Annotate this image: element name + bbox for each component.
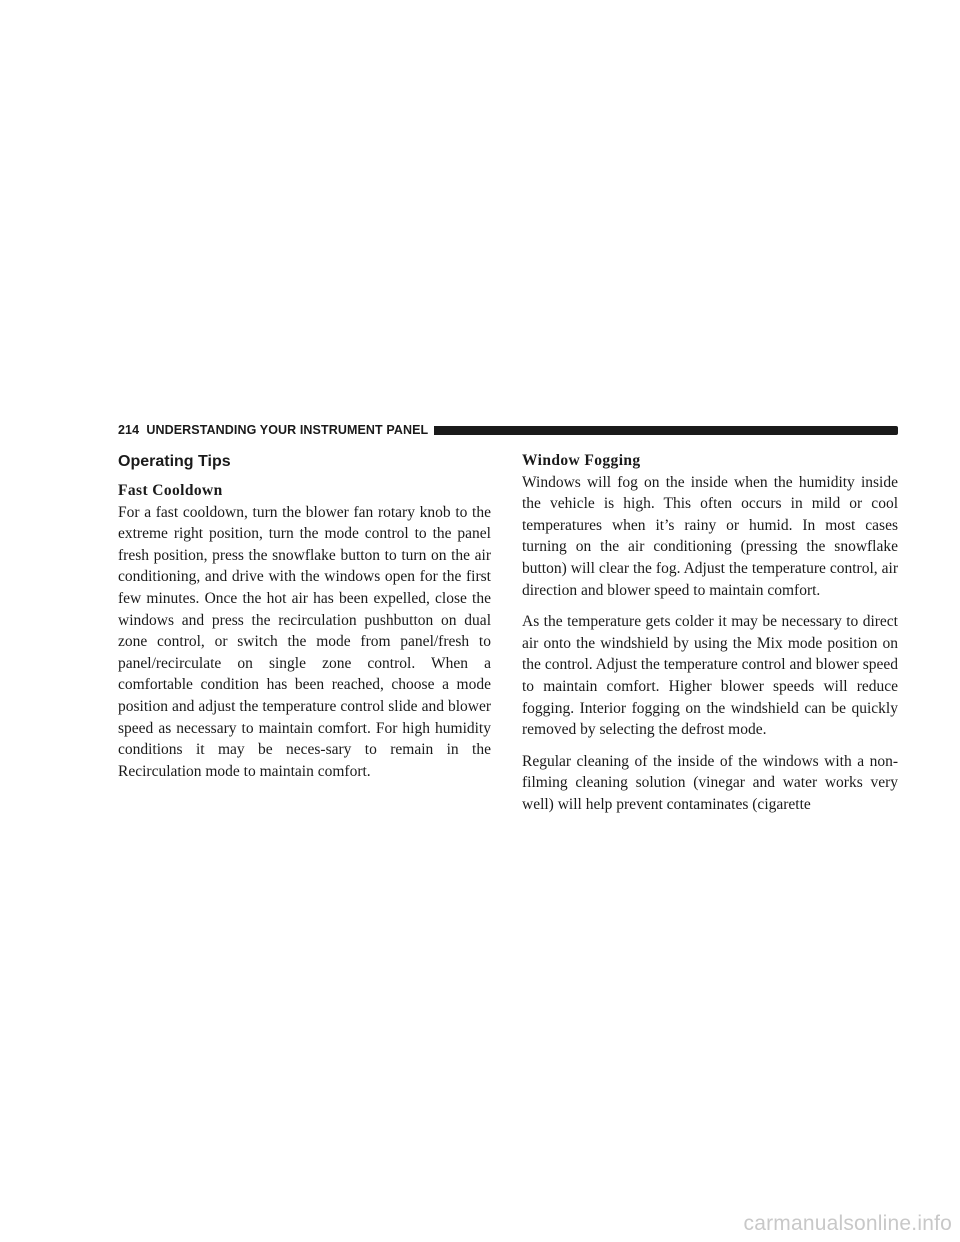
- fast-cooldown-paragraph: For a fast cooldown, turn the blower fan rotary knob to the extreme right position, turn the mode control to the panel fresh position, press the snowflake button to turn on the air conditioning, and drive with the windows open for the first few minutes. Once the hot air has been expelled, close the windows and press the recirculation pushbutton on dual zone control, or switch the mode from panel/fresh to panel/recirculate on single zone control. When a comfortable condition has been reached, choose a mode position and adjust the temperature control slide and blower speed as necessary to maintain comfort. For high humidity conditions it may be neces-sary to remain in the Recirculation mode to maintain comfort.: [118, 503, 491, 780]
- window-fogging-paragraph-1: Windows will fog on the inside when the humidity inside the vehicle is high. This often occurs in mild or cool temperatures when it’s rainy or humid. In most cases turning on the air conditioning (pressing the snowflake button) will clear the fog. Adjust the temperature control, air direction and blower speed to maintain comfort.: [522, 473, 898, 599]
- left-column: [118, 450, 491, 782]
- watermark-text: carmanualsonline.info: [743, 1212, 952, 1235]
- operating-tips-heading: Operating Tips: [118, 453, 231, 470]
- header-rule: [434, 426, 898, 435]
- page-header: [118, 421, 898, 439]
- window-fogging-paragraph-2: As the temperature gets colder it may be necessary to direct air onto the windshield by using the Mix mode position on the control. Adjust the temperature control and blower speed to maintain comfort. Higher blower speeds will reduce fogging. Interior fogging on the windshield can be quickly removed by selecting the defrost mode.: [522, 613, 898, 739]
- window-fogging-heading: Window Fogging: [522, 452, 641, 469]
- page-number: 214: [118, 423, 140, 437]
- section-title: UNDERSTANDING YOUR INSTRUMENT PANEL: [146, 423, 429, 437]
- fast-cooldown-heading: Fast Cooldown: [118, 482, 223, 499]
- page-header-text: [118, 423, 428, 437]
- right-column: [522, 450, 898, 816]
- window-fogging-paragraph-3: Regular cleaning of the inside of the windows with a non-filming cleaning solution (vinegar and water works very well) will help prevent contaminates (cigarette: [522, 752, 898, 813]
